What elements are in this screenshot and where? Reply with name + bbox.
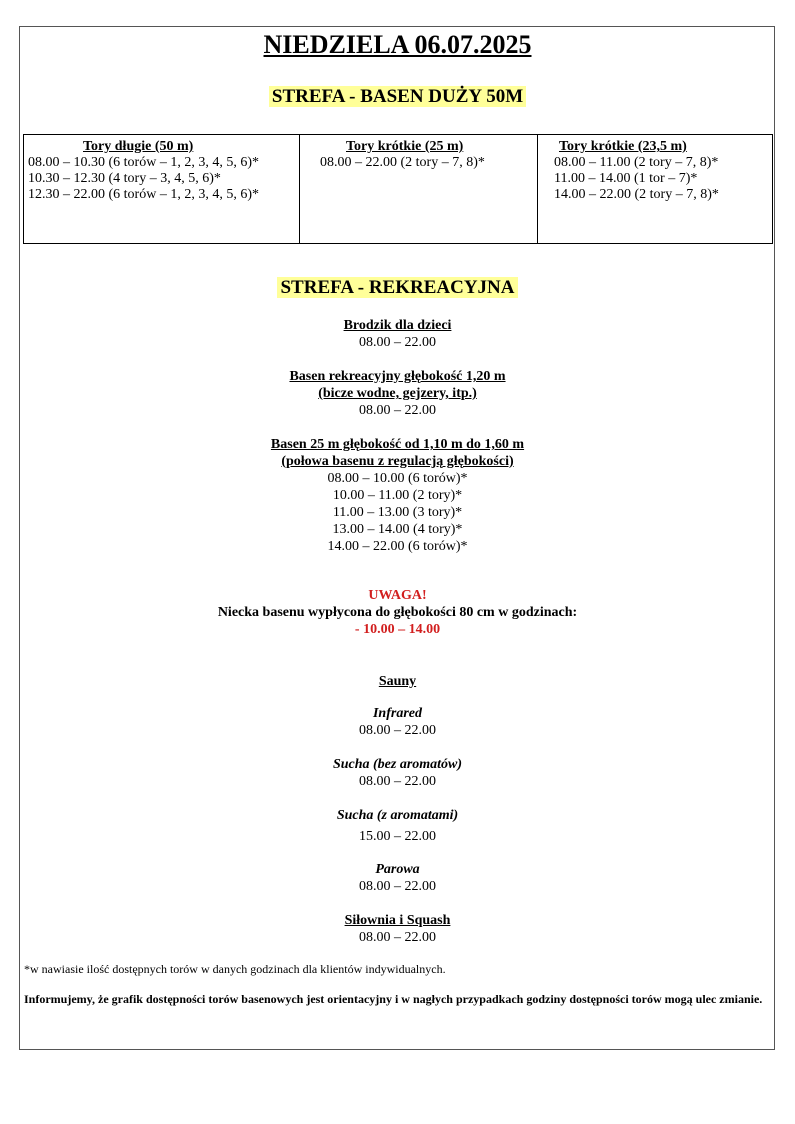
lane-row: 08.00 – 11.00 (2 tory – 7, 8)* — [554, 155, 719, 170]
section-subtitle: (połowa basenu z regulacją głębokości) — [281, 454, 514, 469]
sauna-parowa — [0, 861, 795, 895]
sauna-name: Parowa — [375, 862, 420, 877]
footnote: *w nawiasie ilość dostępnych torów w danych godzinach dla klientów indywidualnych. — [24, 962, 446, 976]
lanes-col-short-235 — [538, 135, 772, 243]
sauna-hours: 08.00 – 22.00 — [359, 879, 436, 894]
sauna-sucha-bez — [0, 756, 795, 790]
sauna-hours: 08.00 – 22.00 — [359, 723, 436, 738]
zone-big-pool-title — [0, 86, 795, 108]
section-hours: 13.00 – 14.00 (4 tory)* — [332, 522, 463, 537]
section-title: Basen rekreacyjny głębokość 1,20 m — [289, 369, 506, 384]
lanes-table — [23, 134, 773, 244]
section-brodzik — [0, 317, 795, 351]
sauna-infrared — [0, 705, 795, 739]
section-hours: 08.00 – 22.00 — [359, 335, 436, 350]
section-title: Siłownia i Squash — [344, 913, 451, 928]
lanes-col-header: Tory krótkie (25 m) — [346, 139, 464, 154]
section-hours: 10.00 – 11.00 (2 tory)* — [332, 488, 463, 503]
lanes-col-long — [24, 135, 300, 243]
lane-row: 12.30 – 22.00 (6 torów – 1, 2, 3, 4, 5, 6)* — [28, 187, 259, 202]
lane-row: 10.30 – 12.30 (4 tory – 3, 4, 5, 6)* — [28, 171, 221, 186]
lanes-col-short-25 — [300, 135, 538, 243]
lanes-col-header: Tory długie (50 m) — [83, 139, 194, 154]
section-hours: 11.00 – 13.00 (3 tory)* — [332, 505, 463, 520]
section-title: Sauny — [378, 674, 417, 689]
zone-big-pool-label: STREFA - BASEN DUŻY 50M — [269, 86, 526, 107]
sauna-name: Sucha (bez aromatów) — [332, 757, 463, 772]
info-text: Informujemy, że grafik dostępności torów basenowych jest orientacyjny i w nagłych przypadkach godziny dostępności torów mogą ulec zmianie. — [24, 992, 763, 1006]
section-hours: 14.00 – 22.00 (6 torów)* — [327, 539, 468, 554]
zone-recreation-title — [0, 277, 795, 299]
section-title: Brodzik dla dzieci — [343, 318, 452, 333]
section-silownia — [0, 912, 795, 946]
lane-row: 08.00 – 10.30 (6 torów – 1, 2, 3, 4, 5, 6)* — [28, 155, 259, 170]
sauna-name: Sucha (z aromatami) — [336, 808, 459, 823]
date-title: NIEDZIELA 06.07.2025 — [263, 30, 532, 59]
lane-row: 08.00 – 22.00 (2 tory – 7, 8)* — [320, 155, 485, 170]
sauna-name: Infrared — [372, 706, 422, 721]
lanes-col-header: Tory krótkie (23,5 m) — [559, 139, 687, 154]
uwaga-title: UWAGA! — [368, 588, 427, 603]
section-hours: 08.00 – 22.00 — [359, 930, 436, 945]
section-hours: 08.00 – 22.00 — [359, 403, 436, 418]
section-rekreacyjny — [0, 368, 795, 419]
sauna-sucha-z — [0, 807, 795, 845]
section-hours: 08.00 – 10.00 (6 torów)* — [327, 471, 468, 486]
section-basen25 — [0, 436, 795, 555]
section-title: Basen 25 m głębokość od 1,10 m do 1,60 m — [270, 437, 525, 452]
uwaga-hours: - 10.00 – 14.00 — [354, 622, 441, 637]
uwaga-text: Niecka basenu wypłycona do głębokości 80 cm w godzinach: — [217, 605, 578, 620]
sauna-hours: 08.00 – 22.00 — [359, 774, 436, 789]
section-uwaga — [0, 587, 795, 638]
section-sauny-title — [0, 673, 795, 690]
zone-recreation-label: STREFA - REKREACYJNA — [277, 277, 517, 298]
lane-row: 11.00 – 14.00 (1 tor – 7)* — [554, 171, 698, 186]
lane-row: 14.00 – 22.00 (2 tory – 7, 8)* — [554, 187, 719, 202]
section-subtitle: (bicze wodne, gejzery, itp.) — [318, 386, 477, 401]
sauna-hours: 15.00 – 22.00 — [359, 829, 436, 844]
